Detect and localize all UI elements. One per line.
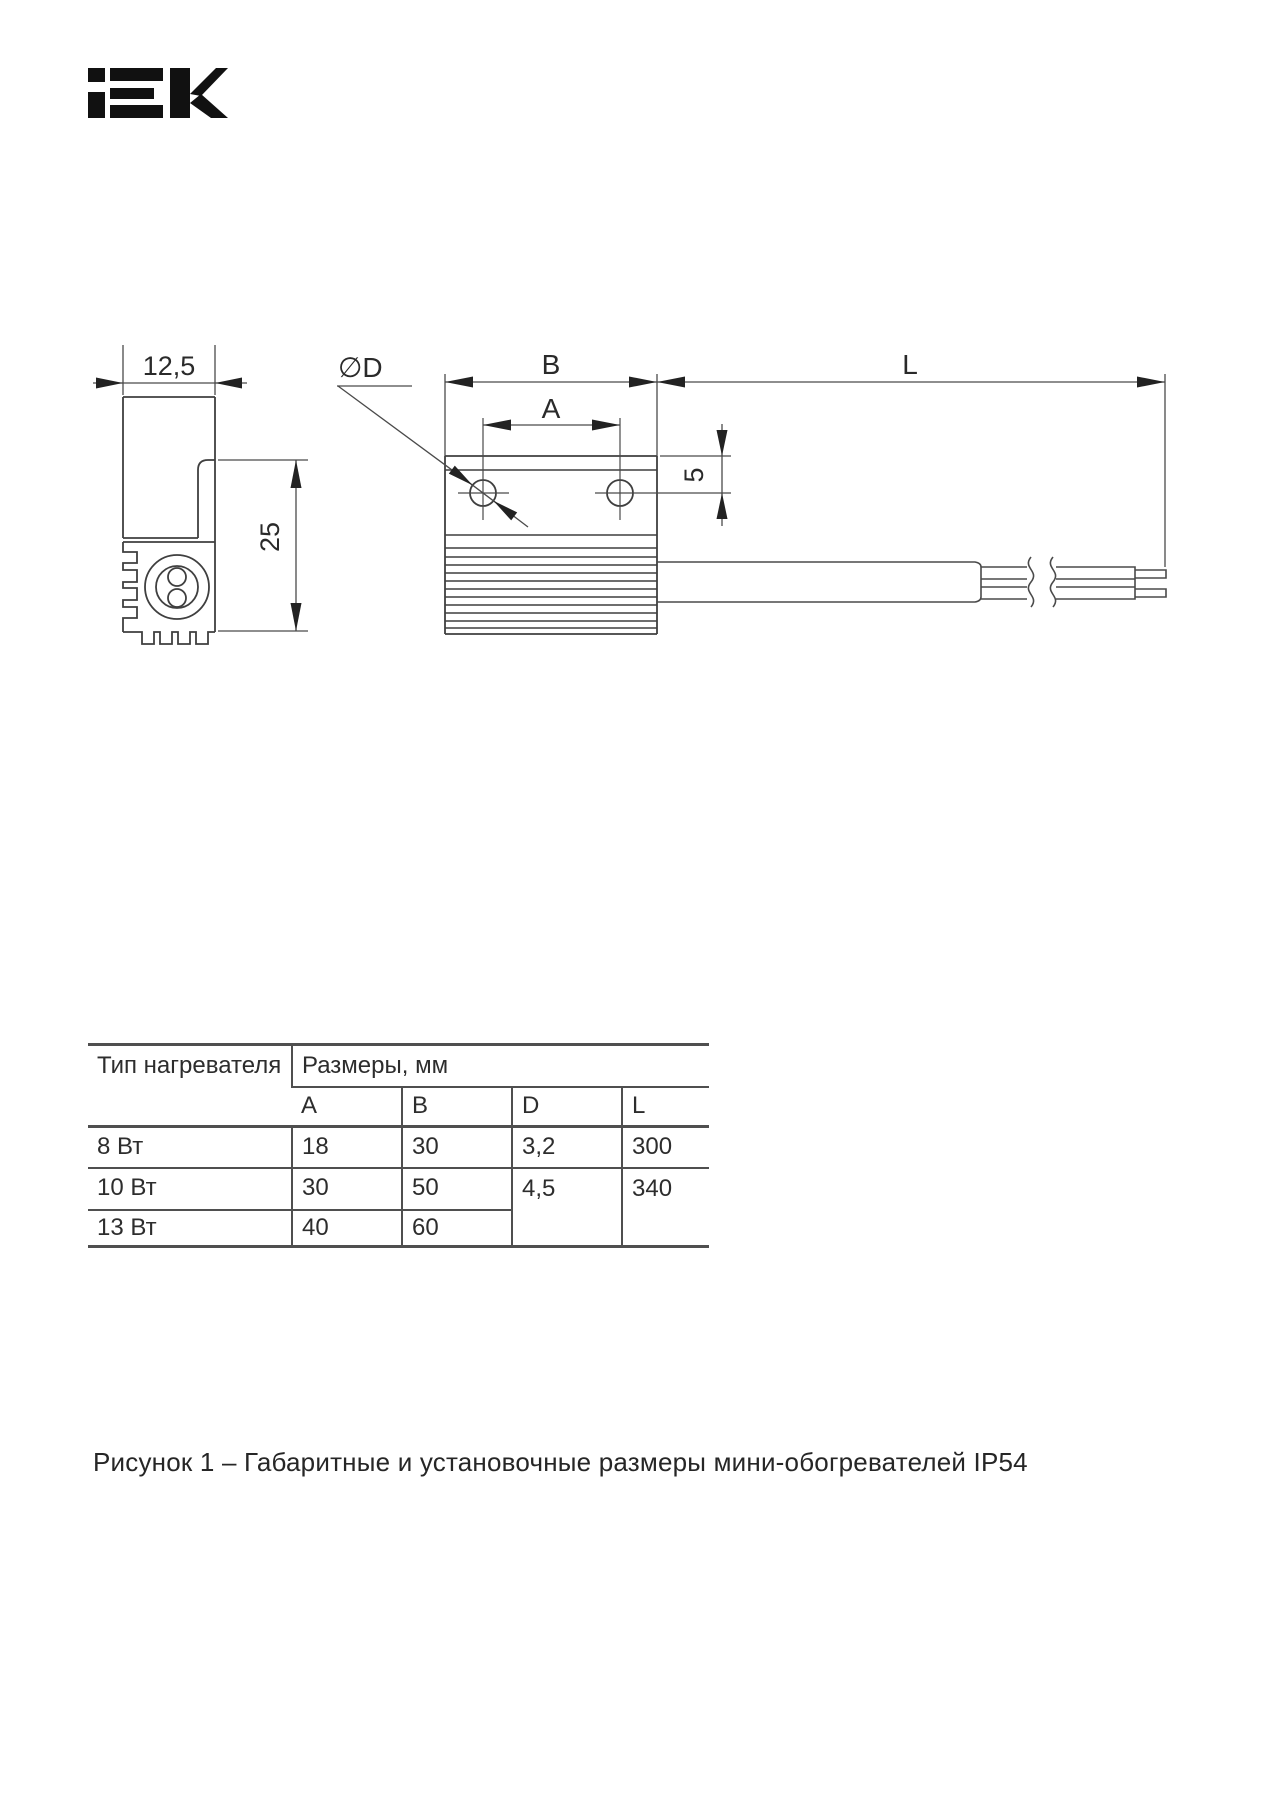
- dimensions-table: [88, 1043, 709, 1248]
- cell-b: 60: [402, 1210, 512, 1247]
- dimension-l: [657, 349, 1165, 567]
- col-header-a: A: [292, 1087, 402, 1127]
- fin-lines: [445, 535, 657, 628]
- cell-type: 13 Вт: [97, 1213, 157, 1241]
- break-symbol: [1028, 557, 1033, 607]
- front-view: [445, 456, 657, 634]
- cell-l: 300: [622, 1127, 709, 1168]
- break-symbol: [1050, 557, 1055, 607]
- dimension-side-height: [218, 460, 308, 631]
- cell-type: 10 Вт: [88, 1168, 292, 1210]
- figure-caption: Рисунок 1 – Габаритные и установочные размеры мини-обогревателей IP54: [93, 1447, 1028, 1477]
- cell-l-merged: 340: [622, 1168, 709, 1247]
- cable-sheath: [657, 562, 981, 602]
- dimension-side-width: [93, 345, 247, 395]
- cell-a: 30: [292, 1168, 402, 1210]
- side-width-label: 12,5: [142, 351, 196, 381]
- dimension-drawing: [0, 280, 1280, 700]
- cell-d-merged: 4,5: [512, 1168, 622, 1247]
- table-row: [88, 1127, 709, 1168]
- a-label: A: [541, 393, 561, 424]
- side-view: [123, 397, 215, 644]
- b-label: B: [541, 349, 561, 380]
- col-header-d: D: [512, 1087, 622, 1127]
- dimension-a: [483, 393, 620, 431]
- diameter-label: ∅D: [338, 352, 383, 383]
- col-header-b: B: [402, 1087, 512, 1127]
- wire-end-bottom: [1135, 589, 1166, 597]
- iek-logo-glyphs: [88, 68, 228, 118]
- cell-a: 40: [292, 1210, 402, 1247]
- cable: [657, 557, 1166, 607]
- dimension-5: [660, 424, 731, 526]
- side-height-label: 25: [255, 521, 285, 553]
- cell-d: 3,2: [512, 1127, 622, 1168]
- diameter-callout: [337, 352, 528, 527]
- table-row: [88, 1168, 709, 1210]
- l-label: L: [902, 349, 918, 380]
- cell-b: 30: [402, 1127, 512, 1168]
- cell-type: 8 Вт: [88, 1127, 292, 1168]
- wire-end-top: [1135, 570, 1166, 578]
- offset-5-label: 5: [679, 467, 709, 483]
- table-header-row: [88, 1045, 709, 1087]
- iek-logo: [88, 68, 228, 118]
- header-type: Тип нагревателя: [88, 1045, 292, 1127]
- col-header-l: L: [622, 1087, 709, 1127]
- header-sizes: Размеры, мм: [292, 1045, 709, 1087]
- cell-a: 18: [292, 1127, 402, 1168]
- cell-b: 50: [402, 1168, 512, 1210]
